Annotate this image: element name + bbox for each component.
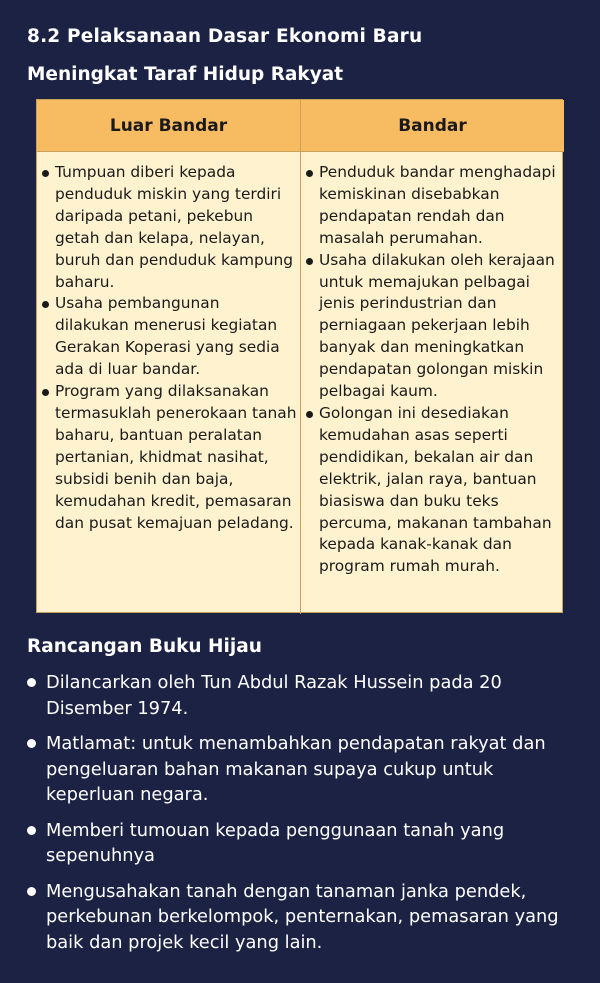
list-item: Usaha dilakukan oleh kerajaan untuk memajukan pelbagai jenis perindustrian dan perniagaan pekerjaan lebih banyak dan meningkatkan pendapatan golongan miskin pelbagai kaum.: [305, 250, 562, 403]
list-item: Program yang dilaksanakan termasuklah penerokaan tanah baharu, bantuan peralatan pertanian, khidmat nasihat, subsidi benih dan baja, kemudahan kredit, pemasaran dan pusat kemajuan peladang.: [41, 381, 298, 534]
list-item: Memberi tumouan kepada penggunaan tanah yang sepenuhnya: [27, 818, 572, 869]
list-item: Matlamat: untuk menambahkan pendapatan rakyat dan pengeluaran bahan makanan supaya cukup untuk keperluan negara.: [27, 731, 572, 808]
list-item: Penduduk bandar menghadapi kemiskinan disebabkan pendapatan rendah dan masalah perumahan.: [305, 162, 562, 250]
list-item: Dilancarkan oleh Tun Abdul Razak Hussein pada 20 Disember 1974.: [27, 670, 572, 721]
list-item: Mengusahakan tanah dengan tanaman janka pendek, perkebunan berkelompok, penternakan, pemasaran yang baik dan projek kecil yang lain.: [27, 879, 572, 956]
comparison-table: [36, 99, 563, 613]
header-luar-bandar: Luar Bandar: [37, 100, 301, 152]
header-bandar: Bandar: [301, 100, 564, 152]
bullet-list: [27, 670, 572, 965]
list-item: Golongan ini desediakan kemudahan asas seperti pendidikan, bekalan air dan elektrik, jalan raya, bantuan biasiswa dan buku teks percuma, makanan tambahan kepada kanak-kanak dan program rumah murah.: [305, 403, 562, 578]
section-heading: Rancangan Buku Hijau: [27, 636, 262, 657]
subtitle: Meningkat Taraf Hidup Rakyat: [27, 64, 344, 85]
list-item: Usaha pembangunan dilakukan menerusi kegiatan Gerakan Koperasi yang sedia ada di luar bandar.: [41, 293, 298, 381]
cell-luar-bandar: [37, 152, 301, 614]
list-item: Tumpuan diberi kepada penduduk miskin yang terdiri daripada petani, pekebun getah dan kelapa, nelayan, buruh dan penduduk kampung baharu.: [41, 162, 298, 293]
page-title: 8.2 Pelaksanaan Dasar Ekonomi Baru: [27, 26, 423, 47]
cell-bandar: [301, 152, 564, 614]
